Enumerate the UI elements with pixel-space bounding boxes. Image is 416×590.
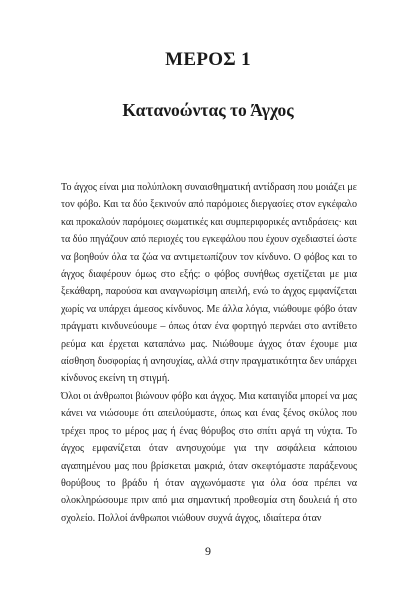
text-line: ολοκληρώσουμε πριν από μια σημαντική προθεσμία στη δουλειά ή στο xyxy=(61,495,357,507)
text-line: ρεύμα και έρχεται καταπάνω μας. Νιώθουμε άγχος όταν έχουμε μια xyxy=(61,338,357,350)
text-line: κίνδυνος εκείνη τη στιγμή. xyxy=(61,373,170,385)
page-number: 9 xyxy=(205,544,211,558)
text-line: τα δύο πηγάζουν από περιοχές του εγκεφάλου που έχουν σχεδιαστεί ώστε xyxy=(61,234,357,246)
text-line: και προκαλούν παρόμοιες σωματικές και συμπεριφορικές αντιδράσεις· και xyxy=(61,216,357,228)
text-line: χωρίς να υπάρχει άμεσος κίνδυνος. Με άλλα λόγια, νιώθουμε φόβο όταν xyxy=(61,303,357,315)
paragraph xyxy=(61,179,357,388)
chapter-title: Κατανοώντας το Άγχος xyxy=(122,100,294,120)
paragraph xyxy=(61,388,357,527)
text-line: άγχος διαφέρουν όμως στο εξής: ο φόβος συνήθως σχετίζεται με μια xyxy=(61,269,357,281)
text-line: άγχος εμφανίζεται όταν ανησυχούμε για την ασφάλεια κάποιου xyxy=(61,443,357,455)
text-line: Το άγχος είναι μια πολύπλοκη συναισθηματική αντίδραση που μοιάζει με xyxy=(61,182,357,193)
text-line: ξεκάθαρη, παρούσα και αναγνωρίσιμη απειλή, ενώ το άγχος εμφανίζεται xyxy=(61,286,357,298)
text-line: αίσθηση δυσφορίας ή ανησυχίας, αλλά στην πραγματικότητα δεν υπάρχει xyxy=(61,356,357,368)
text-line: πράγματι κινδυνεύουμε – όπως όταν ένα φορτηγό περνάει στο αντίθετο xyxy=(61,321,357,333)
text-line: κάνει να νιώσουμε ότι απειλούμαστε, όπως και ένας ξένος σκύλος που xyxy=(61,408,357,420)
text-line: τρέχει προς το μέρος μας ή ένας θόρυβος στο σπίτι αργά τη νύχτα. Το xyxy=(61,425,357,437)
body-text xyxy=(61,179,357,527)
text-line: τον φόβο. Και τα δύο ξεκινούν από παρόμοιες διεργασίες στον εγκέφαλο xyxy=(61,199,357,211)
part-title: ΜΕΡΟΣ 1 xyxy=(165,49,251,70)
text-line: θορύβους το βράδυ ή όταν αγχωνόμαστε για όλα όσα πρέπει να xyxy=(61,477,357,489)
text-line: να βοηθούν όλα τα ζώα να αντιμετωπίζουν τον κίνδυνο. Ο φόβος και το xyxy=(61,251,357,263)
text-line: αγαπημένου μας που βρίσκεται μακριά, όταν σκεφτόμαστε παράξενους xyxy=(61,460,357,472)
text-line: σχολείο. Πολλοί άνθρωποι νιώθουν συχνά άγχος, ιδιαίτερα όταν xyxy=(61,512,322,524)
text-line: Όλοι οι άνθρωποι βιώνουν φόβο και άγχος. Μια καταιγίδα μπορεί να μας xyxy=(61,390,357,402)
